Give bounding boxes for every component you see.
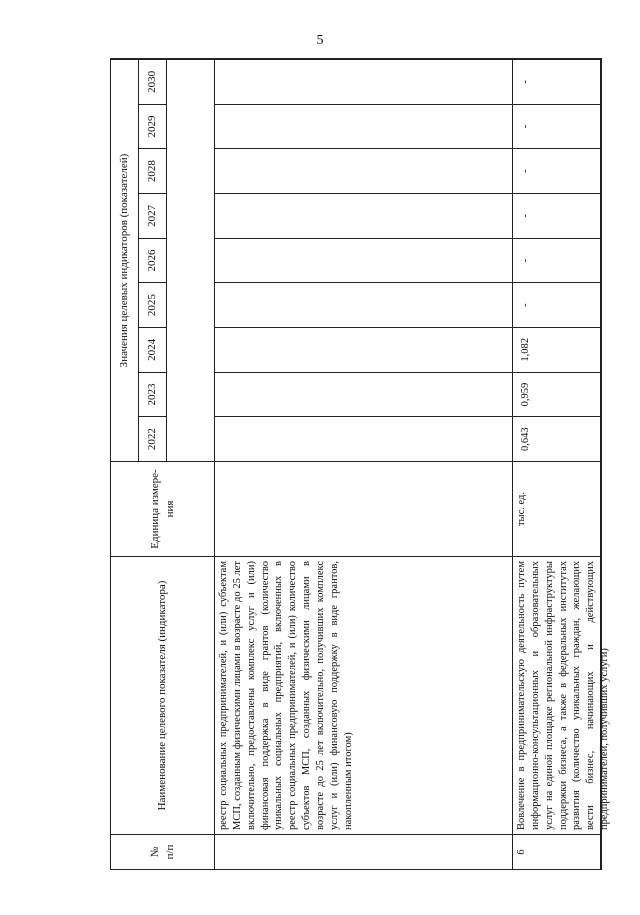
value-cell: 1,082 xyxy=(513,327,601,372)
header-year: 2025 xyxy=(139,282,167,327)
value-cell: - xyxy=(513,59,601,104)
value-cell: - xyxy=(513,193,601,238)
indicator-name: реестр социальных предпринимателей, и (или) субъектам МСП, созданным физическими лицами в возрасте до 25 лет включительно, предоставлены комплекс услуг и (или) финансовая поддержка в виде грантов (количество уникальных социальных предприятий, включенных в реестр социальных предпринимателей, и (или) количество субъектов МСП, созданных физическими лицами в возрасте до 25 лет включительно, получивших комплекс услуг и (или) финансовую поддержку в виде грантов, накопленным итогом) xyxy=(215,556,513,834)
value-cell: - xyxy=(513,148,601,193)
indicator-table xyxy=(110,58,611,870)
header-year: 2027 xyxy=(139,193,167,238)
value-cell xyxy=(215,104,513,149)
value-cell xyxy=(215,282,513,327)
value-cell xyxy=(215,416,513,461)
header-year: 2030 xyxy=(139,59,167,104)
indicator-unit xyxy=(215,461,513,556)
value-cell: - xyxy=(513,282,601,327)
row-number xyxy=(215,834,513,869)
value-cell xyxy=(215,327,513,372)
header-spacer xyxy=(167,59,215,461)
value-cell xyxy=(215,59,513,104)
header-year: 2024 xyxy=(139,327,167,372)
header-num: № п/п xyxy=(111,834,215,869)
value-cell xyxy=(215,148,513,193)
indicator-unit: тыс. ед. xyxy=(513,461,601,556)
value-cell xyxy=(215,193,513,238)
header-year: 2022 xyxy=(139,416,167,461)
header-year: 2029 xyxy=(139,104,167,149)
value-cell: 0,959 xyxy=(513,372,601,417)
header-year: 2026 xyxy=(139,238,167,283)
page-number: 5 xyxy=(316,33,324,48)
header-year: 2028 xyxy=(139,148,167,193)
indicator-name: Вовлечение в предпринимательскую деятельность путем информационно-консультационных и образовательных услуг на единой площадке региональной инфраструктуры поддержки бизнеса, а также в федеральных институтах развития (количество уникальных граждан, желающих вести бизнес, начинающих и действующих предпринимателей, получивших услуги) xyxy=(513,556,601,834)
header-unit: Единица измере-ния xyxy=(111,461,215,556)
header-year: 2023 xyxy=(139,372,167,417)
value-cell: 0,643 xyxy=(513,416,601,461)
header-indicator-name: Наименование целевого показателя (индикатора) xyxy=(111,556,215,834)
value-cell xyxy=(215,372,513,417)
header-values-group: Значения целевых индикаторов (показателей) xyxy=(111,59,139,461)
value-cell: - xyxy=(513,238,601,283)
value-cell: - xyxy=(513,104,601,149)
row-number: 6 xyxy=(513,834,601,869)
value-cell xyxy=(215,238,513,283)
